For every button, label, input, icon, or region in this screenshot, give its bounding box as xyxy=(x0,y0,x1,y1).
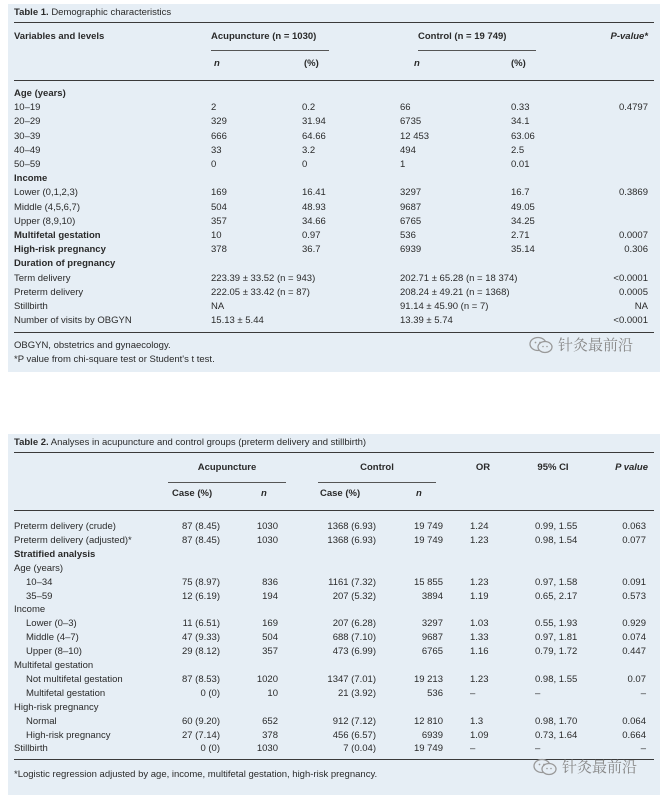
table-2-cell-or: 1.23 xyxy=(470,673,489,685)
table-1-cell-ctrl-pct: 0.01 xyxy=(511,159,530,170)
table-1-cell-acu-n: 357 xyxy=(211,215,227,227)
table-1-cell-p: 0.3869 xyxy=(618,187,648,199)
table-2-cell-or: 1.23 xyxy=(470,534,489,546)
table-1-row-label: Upper (8,9,10) xyxy=(14,215,76,227)
table-2-cell-p: 0.573 xyxy=(622,590,646,602)
table-2-cell-acu-n: 194 xyxy=(262,590,278,602)
table-1-cell-ctrl-n: 91.14 ± 45.90 (n = 7) xyxy=(400,301,489,312)
table-2-cell-p: 0.077 xyxy=(622,534,646,546)
table-1-cell-ctrl-n: 13.39 ± 5.74 xyxy=(400,315,453,327)
table-1-cell-acu-n: 2 xyxy=(211,102,217,114)
table-2-cell-ctrl-case: 7 (0.04) xyxy=(343,743,376,755)
table-1-sub-ctrl-pct: (%) xyxy=(511,58,526,69)
table-2-row-label: Stillbirth xyxy=(14,743,48,755)
table-2-cell-ctrl-case: 1368 (6.93) xyxy=(327,534,376,546)
table-2-caption-text: Analyses in acupuncture and control groups (preterm delivery and stillbirth) xyxy=(50,437,367,448)
table-2-cell-ctrl-n: 6939 xyxy=(421,729,443,741)
table-1-cell-ctrl-n: 494 xyxy=(400,144,416,156)
table-1-cell-p: <0.0001 xyxy=(613,272,648,284)
table-1-cell-p: <0.0001 xyxy=(613,315,648,327)
table-2-cell-ctrl-n: 19 213 xyxy=(413,673,443,685)
table-1-cell-acu-pct: 0.97 xyxy=(302,230,321,241)
table-1-row-label: Preterm delivery xyxy=(14,286,84,298)
table-2-row-label: 35–59 xyxy=(26,590,53,602)
table-1-footnote-abbrev: OBGYN, obstetrics and gynaecology. xyxy=(14,340,171,351)
table-2-cell-ctrl-n: 9687 xyxy=(421,632,443,644)
table-2-cell-ci: 0.73, 1.64 xyxy=(535,729,578,741)
table-2-cell-p: 0.664 xyxy=(622,729,646,741)
table-2-row-label: Normal xyxy=(26,715,57,727)
table-1-cell-ctrl-pct: 34.25 xyxy=(511,215,535,227)
table-2-cell-ci: 0.97, 1.81 xyxy=(535,632,578,644)
table-2-cell-acu-n: 1020 xyxy=(256,673,278,685)
table-1-header-p: P-value* xyxy=(610,31,648,42)
table-1-cell-acu-n: 222.05 ± 33.42 (n = 87) xyxy=(211,286,310,298)
table-1-acu-rule xyxy=(211,50,329,51)
table-1-cell-ctrl-n: 202.71 ± 65.28 (n = 18 374) xyxy=(400,272,518,284)
wechat-watermark-2 xyxy=(532,756,637,777)
table-2-cell-or: 1.23 xyxy=(470,576,489,588)
table-2-sub-acu-case: Case (%) xyxy=(172,488,213,499)
table-2-cell-acu-n: 1030 xyxy=(256,743,278,755)
table-1-row-label: Lower (0,1,2,3) xyxy=(14,187,78,199)
table-1-caption-text: Demographic characteristics xyxy=(51,7,172,18)
table-2-cell-acu-case: 0 (0) xyxy=(200,687,220,699)
table-1-cell-acu-pct: 3.2 xyxy=(302,144,316,156)
table-2-cell-ctrl-case: 1368 (6.93) xyxy=(327,521,376,532)
table-2-cell-or: 1.09 xyxy=(470,729,489,741)
table-2-caption xyxy=(14,437,366,448)
table-2-cell-p: 0.07 xyxy=(627,673,646,685)
table-2-cell-or: 1.19 xyxy=(470,590,489,602)
table-2-header-acupuncture: Acupuncture xyxy=(197,462,257,473)
table-1-top-rule xyxy=(14,22,654,23)
table-2-row-label: High-risk pregnancy xyxy=(26,729,111,741)
table-2-cell-p: 0.447 xyxy=(622,646,646,658)
table-2-cell-p: 0.074 xyxy=(622,632,646,644)
table-2-cell-acu-n: 652 xyxy=(262,715,278,727)
table-1-header-variables: Variables and levels xyxy=(14,31,105,42)
table-2-header-rule xyxy=(14,510,654,511)
table-1-row-label: Multifetal gestation xyxy=(14,230,101,241)
table-1-cell-ctrl-pct: 35.14 xyxy=(511,244,535,256)
table-1-cell-ctrl-n: 6765 xyxy=(400,215,422,227)
table-1-cell-ctrl-n: 6735 xyxy=(400,116,422,128)
table-1-panel xyxy=(8,4,660,372)
table-2-cell-ci: 0.55, 1.93 xyxy=(535,618,578,630)
table-2-acu-rule xyxy=(168,482,286,483)
table-1-cell-acu-n: 169 xyxy=(211,187,227,199)
table-1-cell-ctrl-n: 536 xyxy=(400,230,416,241)
table-1-cell-ctrl-n: 9687 xyxy=(400,201,422,213)
table-2-cell-acu-case: 27 (7.14) xyxy=(181,729,220,741)
table-1-row-label: 30–39 xyxy=(14,130,41,142)
table-1-cell-acu-n: 378 xyxy=(211,244,227,256)
table-2-cell-ctrl-n: 19 749 xyxy=(413,743,443,755)
table-1-cell-ctrl-n: 66 xyxy=(400,102,411,114)
table-2-cell-ctrl-n: 3297 xyxy=(421,618,443,630)
table-1-cell-acu-pct: 31.94 xyxy=(302,116,326,128)
table-1-cell-acu-n: 329 xyxy=(211,116,227,128)
table-2-cell-ci: 0.98, 1.55 xyxy=(535,673,578,685)
table-2-cell-ctrl-n: 12 810 xyxy=(413,715,443,727)
table-1-cell-acu-n: 10 xyxy=(211,230,222,241)
table-1-cell-ctrl-pct: 34.1 xyxy=(511,116,530,128)
table-2-cell-or: – xyxy=(470,687,476,699)
table-2-cell-acu-n: 169 xyxy=(262,618,278,630)
table-2-header-p: P value xyxy=(615,462,648,473)
table-2-cell-ci: – xyxy=(535,687,541,699)
table-1-row-label: 40–49 xyxy=(14,144,41,156)
table-2-cell-acu-case: 12 (6.19) xyxy=(181,590,220,602)
table-1-ctrl-rule xyxy=(418,50,536,51)
table-2-cell-or: 1.33 xyxy=(470,632,489,644)
table-2-cell-acu-case: 75 (8.97) xyxy=(181,576,220,588)
table-2-cell-or: 1.16 xyxy=(470,646,489,658)
table-2-row-label: Age (years) xyxy=(14,562,64,574)
table-1-cell-p: 0.0007 xyxy=(618,230,648,241)
table-1-header-control: Control (n = 19 749) xyxy=(418,31,507,42)
table-2-cell-or: 1.03 xyxy=(470,618,489,630)
table-2-cell-ctrl-case: 1347 (7.01) xyxy=(327,673,376,685)
table-2-cell-acu-n: 836 xyxy=(262,576,278,588)
table-2-caption-number: Table 2. xyxy=(14,437,49,448)
table-2-cell-or: 1.24 xyxy=(470,521,489,532)
table-1-cell-acu-n: 504 xyxy=(211,201,227,213)
table-2-cell-acu-n: 1030 xyxy=(256,534,278,546)
table-1-caption-number: Table 1. xyxy=(14,7,49,18)
table-1-cell-ctrl-pct: 63.06 xyxy=(511,130,535,142)
table-2-cell-ci: 0.98, 1.54 xyxy=(535,534,578,546)
table-2-cell-acu-case: 0 (0) xyxy=(200,743,220,755)
table-2-cell-ctrl-case: 688 (7.10) xyxy=(332,632,376,644)
table-1-row-label: High-risk pregnancy xyxy=(14,244,106,256)
table-1-header-rule xyxy=(14,80,654,81)
table-1-cell-p: NA xyxy=(634,301,648,312)
table-2-cell-acu-case: 87 (8.53) xyxy=(181,673,220,685)
watermark-text: 针灸最前沿 xyxy=(562,759,638,776)
table-2-cell-acu-n: 504 xyxy=(262,632,278,644)
table-2-cell-p: 0.929 xyxy=(622,618,646,630)
table-1-sub-acu-pct: (%) xyxy=(304,58,319,69)
table-1-row-label: Stillbirth xyxy=(14,301,48,312)
table-2-panel xyxy=(8,434,660,795)
table-2-header-control: Control xyxy=(360,462,394,473)
table-1-bottom-rule xyxy=(14,332,654,333)
table-2-cell-ci: 0.97, 1.58 xyxy=(535,576,578,588)
watermark-text: 针灸最前沿 xyxy=(558,337,634,354)
table-2-row-label: Stratified analysis xyxy=(14,548,96,560)
table-2-cell-acu-case: 47 (9.33) xyxy=(181,632,220,644)
table-1-footnote-pvalue: *P value from chi-square test or Student's t test. xyxy=(14,354,215,365)
table-1-cell-ctrl-pct: 16.7 xyxy=(511,187,530,199)
table-2-row-label: High-risk pregnancy xyxy=(14,701,99,713)
table-2-cell-acu-n: 378 xyxy=(262,729,278,741)
table-2-cell-ctrl-n: 6765 xyxy=(421,646,443,658)
table-2-cell-acu-n: 357 xyxy=(262,646,278,658)
table-1-cell-acu-pct: 0.2 xyxy=(302,102,316,114)
table-1-cell-acu-n: 33 xyxy=(211,144,222,156)
table-2-cell-ci: 0.98, 1.70 xyxy=(535,715,578,727)
table-2-cell-ctrl-n: 19 749 xyxy=(413,534,443,546)
table-1-cell-ctrl-pct: 0.33 xyxy=(511,102,530,114)
table-2-sub-ctrl-case: Case (%) xyxy=(320,488,361,499)
table-1-cell-p: 0.306 xyxy=(624,244,648,256)
table-2-cell-ci: 0.99, 1.55 xyxy=(535,521,578,532)
table-2-sub-acu-n: n xyxy=(261,488,267,499)
table-2-cell-p: 0.091 xyxy=(622,576,646,588)
table-2-cell-acu-case: 87 (8.45) xyxy=(181,521,220,532)
table-1-caption xyxy=(14,7,171,18)
table-1-cell-acu-pct: 36.7 xyxy=(302,244,321,256)
table-2-row-label: Income xyxy=(14,604,46,616)
table-1-row-label: 20–29 xyxy=(14,116,41,128)
table-1-cell-ctrl-pct: 2.71 xyxy=(511,230,530,241)
table-1-cell-acu-n: 0 xyxy=(211,159,217,170)
table-1-cell-acu-n: 666 xyxy=(211,130,227,142)
table-2-row-label: Multifetal gestation xyxy=(26,687,106,699)
wechat-watermark-1 xyxy=(528,334,633,355)
table-1-row-label: Term delivery xyxy=(14,272,71,284)
table-1-cell-p: 0.0005 xyxy=(618,286,648,298)
table-1-row-label: Age (years) xyxy=(14,88,66,99)
wechat-icon xyxy=(528,336,554,354)
table-2-cell-p: 0.064 xyxy=(622,715,646,727)
table-2-cell-ci: 0.65, 2.17 xyxy=(535,590,578,602)
table-2-cell-ctrl-n: 19 749 xyxy=(413,521,443,532)
table-2-row-label: 10–34 xyxy=(26,576,53,588)
table-2-cell-acu-case: 29 (8.12) xyxy=(181,646,220,658)
table-1-cell-acu-n: 223.39 ± 33.52 (n = 943) xyxy=(211,272,316,284)
table-2-cell-ctrl-n: 536 xyxy=(427,687,443,699)
table-2-ctrl-rule xyxy=(318,482,436,483)
table-2-cell-ctrl-case: 207 (6.28) xyxy=(332,618,376,630)
table-1-cell-acu-pct: 48.93 xyxy=(302,201,326,213)
table-2-row-label: Preterm delivery (adjusted)* xyxy=(14,534,132,546)
table-2-cell-ctrl-n: 3894 xyxy=(421,590,443,602)
table-2-row-label: Upper (8–10) xyxy=(26,646,82,658)
table-2-row-label: Middle (4–7) xyxy=(26,632,79,644)
table-2-cell-p: – xyxy=(640,743,646,755)
table-1-row-label: Number of visits by OBGYN xyxy=(14,315,132,327)
table-2-cell-acu-case: 11 (6.51) xyxy=(182,618,220,630)
table-2-header-or: OR xyxy=(475,462,491,473)
table-1-cell-acu-pct: 16.41 xyxy=(302,187,326,199)
table-1-sub-acu-n: n xyxy=(214,58,220,69)
table-2-cell-or: – xyxy=(470,743,476,755)
table-1-header-acupuncture: Acupuncture (n = 1030) xyxy=(211,31,317,42)
table-1-cell-acu-pct: 0 xyxy=(302,159,308,170)
table-1-cell-acu-pct: 34.66 xyxy=(302,215,326,227)
table-2-header-ci: 95% CI xyxy=(537,462,569,473)
table-1-row-label: 50–59 xyxy=(14,159,41,170)
table-2-row-label: Preterm delivery (crude) xyxy=(14,521,116,532)
table-1-cell-ctrl-pct: 49.05 xyxy=(511,201,535,213)
table-1-cell-ctrl-n: 1 xyxy=(400,159,406,170)
table-2-cell-acu-case: 87 (8.45) xyxy=(181,534,220,546)
table-1-row-label: Duration of pregnancy xyxy=(14,258,116,270)
table-1-sub-ctrl-n: n xyxy=(414,58,420,69)
table-2-cell-ctrl-case: 1161 (7.32) xyxy=(328,576,376,588)
table-1-row-label: Income xyxy=(14,173,48,185)
table-1-cell-ctrl-n: 6939 xyxy=(400,244,422,256)
table-2-cell-ctrl-case: 21 (3.92) xyxy=(337,687,376,699)
table-2-cell-acu-n: 10 xyxy=(267,687,278,699)
table-2-sub-ctrl-n: n xyxy=(416,488,422,499)
table-2-row-label: Not multifetal gestation xyxy=(26,673,123,685)
table-2-cell-acu-n: 1030 xyxy=(256,521,278,532)
table-2-cell-p: – xyxy=(640,687,646,699)
table-1-cell-acu-n: NA xyxy=(211,301,225,312)
table-2-cell-p: 0.063 xyxy=(622,521,646,532)
table-2-cell-ci: 0.79, 1.72 xyxy=(535,646,578,658)
table-2-cell-ctrl-n: 15 855 xyxy=(413,576,443,588)
wechat-icon xyxy=(532,758,558,776)
table-2-row-label: Lower (0–3) xyxy=(26,618,77,630)
table-1-cell-ctrl-n: 12 453 xyxy=(400,130,430,142)
table-2-cell-ctrl-case: 207 (5.32) xyxy=(332,590,376,602)
table-2-cell-acu-case: 60 (9.20) xyxy=(181,715,220,727)
table-1-cell-ctrl-pct: 2.5 xyxy=(511,144,525,156)
table-1-cell-acu-n: 15.13 ± 5.44 xyxy=(211,315,264,327)
table-2-cell-ci: – xyxy=(535,743,541,755)
table-1-cell-ctrl-n: 208.24 ± 49.21 (n = 1368) xyxy=(400,286,510,298)
table-2-row-label: Multifetal gestation xyxy=(14,660,94,671)
table-1-cell-ctrl-n: 3297 xyxy=(400,187,422,199)
table-1-cell-acu-pct: 64.66 xyxy=(302,130,326,142)
table-2-cell-ctrl-case: 473 (6.99) xyxy=(332,646,376,658)
table-1-cell-p: 0.4797 xyxy=(618,102,648,114)
table-2-cell-ctrl-case: 456 (6.57) xyxy=(332,729,376,741)
table-2-cell-ctrl-case: 912 (7.12) xyxy=(332,715,376,727)
table-2-footnote: *Logistic regression adjusted by age, income, multifetal gestation, high-risk pregnancy. xyxy=(14,769,378,780)
table-2-top-rule xyxy=(14,452,654,453)
table-1-row-label: 10–19 xyxy=(14,102,41,114)
table-2-cell-or: 1.3 xyxy=(470,715,484,727)
table-1-row-label: Middle (4,5,6,7) xyxy=(14,201,81,213)
